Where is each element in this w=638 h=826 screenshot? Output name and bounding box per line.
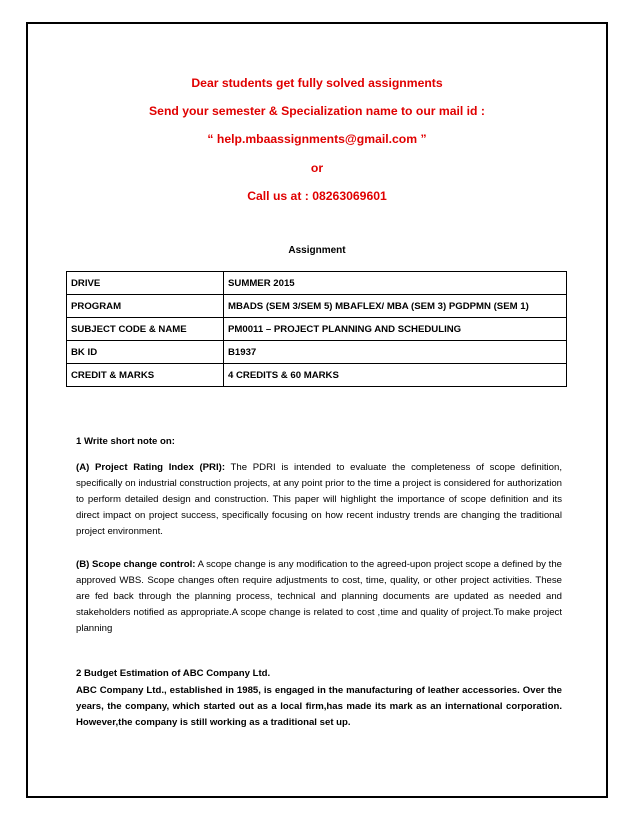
promo-line-2: Send your semester & Specialization name to our mail id :	[149, 104, 485, 118]
question-2-text: ABC Company Ltd., established in 1985, is engaged in the manufacturing of leather accessories. Over the years, the company, which started out as a local firm,has made its mark as an international corporation. However,the company is still working as a traditional set up.	[76, 685, 562, 728]
table-row-bk-id	[67, 341, 567, 364]
table-key: CREDIT & MARKS	[67, 364, 224, 387]
part-a-title: (A) Project Rating Index (PRI):	[76, 462, 226, 473]
table-value: SUMMER 2015	[224, 272, 567, 295]
promo-or: or	[310, 161, 324, 175]
question-1-heading: 1 Write short note on:	[76, 436, 175, 447]
table-key: PROGRAM	[67, 295, 224, 318]
assignment-info-table	[66, 271, 567, 387]
table-key: BK ID	[67, 341, 224, 364]
table-row-program	[67, 295, 567, 318]
table-value: 4 CREDITS & 60 MARKS	[224, 364, 567, 387]
assignment-heading: Assignment	[288, 245, 346, 256]
table-row-subject	[67, 318, 567, 341]
promo-phone: Call us at : 08263069601	[247, 189, 387, 203]
question-1-part-a	[76, 460, 562, 540]
promo-email: “ help.mbaassignments@gmail.com ”	[207, 132, 427, 146]
table-value: B1937	[224, 341, 567, 364]
part-b-text: A scope change is any modification to the agreed-upon project scope a defined by the approved WBS. Scope changes often require adjustments to cost, time, quality, or other project activities. These are fed back through the planning process, technical and planning documents are updated as needed and stakeholders notified as appropriate.A scope change is related to cost ,time and quality of project.To make project planning	[76, 559, 562, 634]
question-2-heading: 2 Budget Estimation of ABC Company Ltd.	[76, 668, 271, 679]
part-b-title: (B) Scope change control:	[76, 559, 196, 570]
question-1-part-b	[76, 557, 562, 637]
table-value: PM0011 – PROJECT PLANNING AND SCHEDULING	[224, 318, 567, 341]
promo-line-1: Dear students get fully solved assignments	[191, 76, 443, 90]
table-key: SUBJECT CODE & NAME	[67, 318, 224, 341]
table-row-credits	[67, 364, 567, 387]
part-a-text: The PDRI is intended to evaluate the completeness of scope definition, specifically on industrial construction projects, at any point prior to the time a project is considered for authorization to perform detailed design and construction. This paper will highlight the importance of scope definition and its direct impact on project success, specifically focusing on how recent industry trends are changing the traditional project environment.	[76, 462, 563, 537]
table-row-drive	[67, 272, 567, 295]
table-key: DRIVE	[67, 272, 224, 295]
table-value: MBADS (SEM 3/SEM 5) MBAFLEX/ MBA (SEM 3) PGDPMN (SEM 1)	[224, 295, 567, 318]
